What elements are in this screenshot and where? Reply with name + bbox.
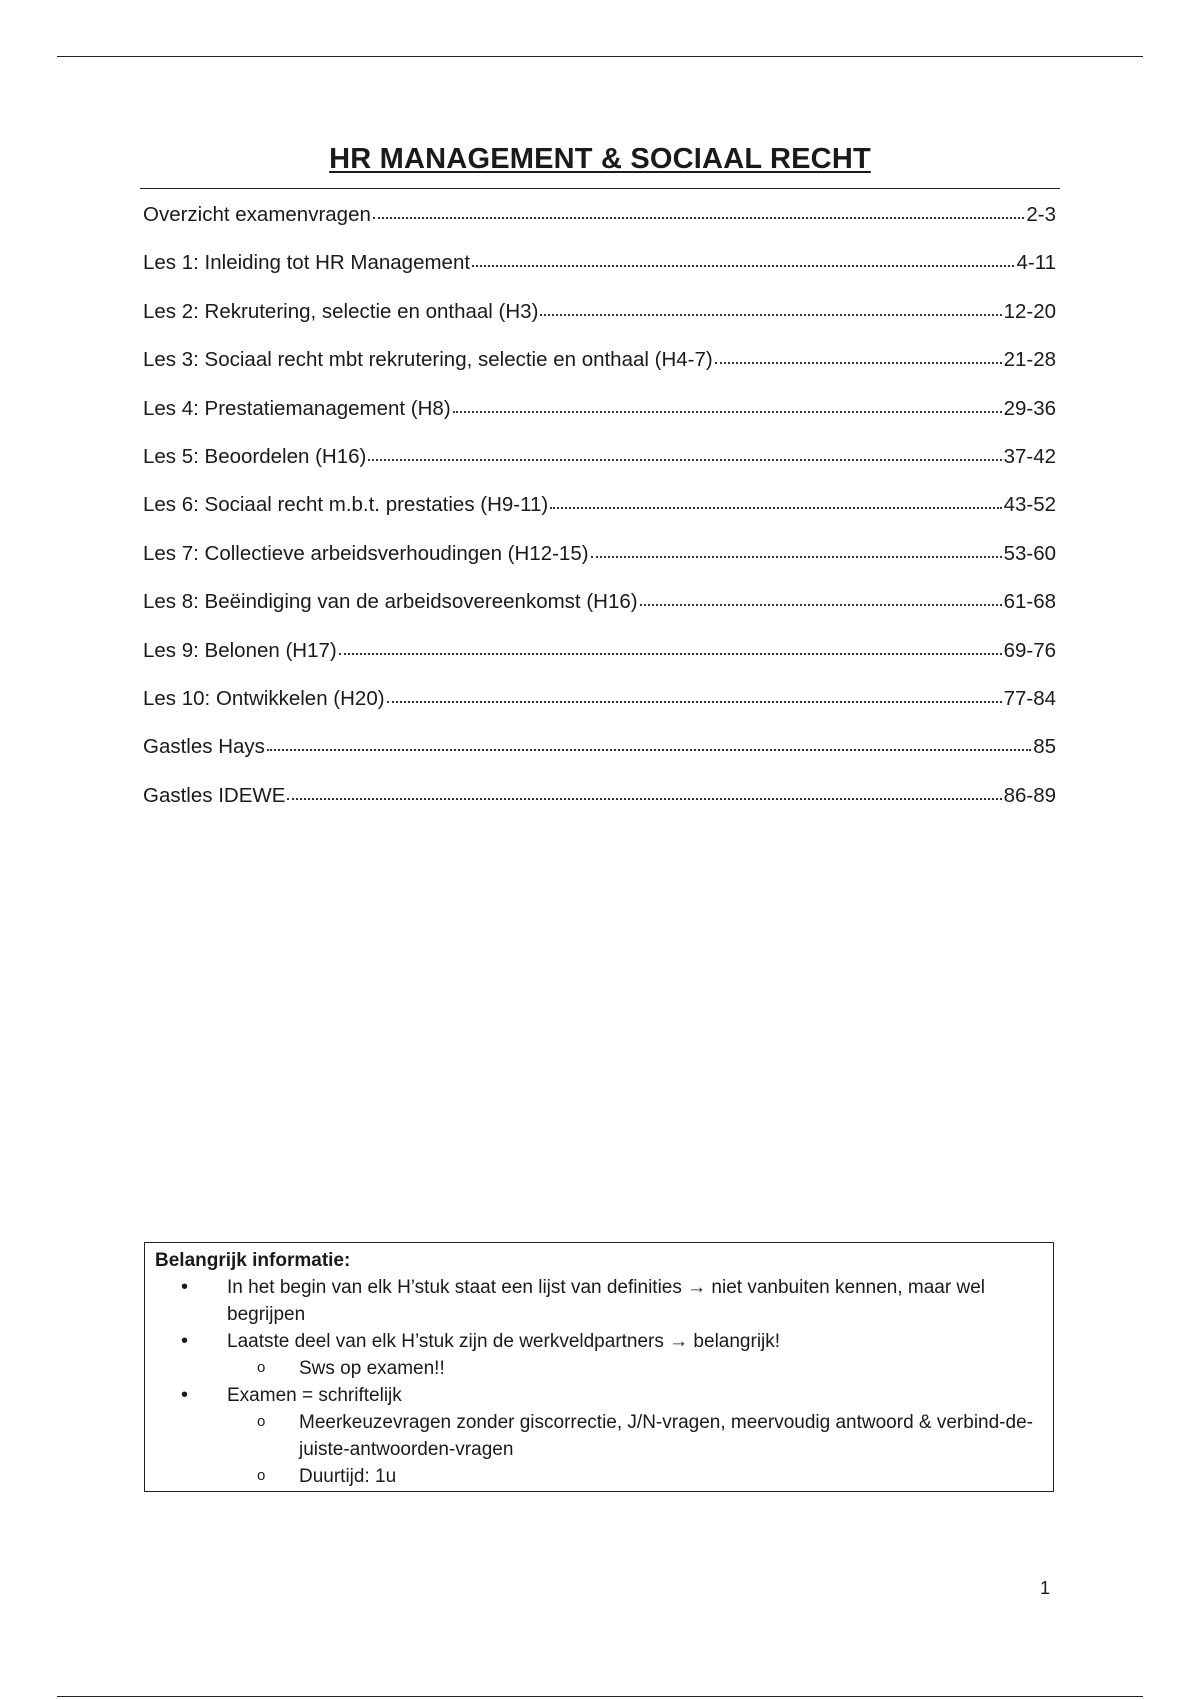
toc-entry[interactable] xyxy=(143,445,1056,493)
info-item xyxy=(217,1328,1043,1382)
toc-label: Les 4: Prestatiemanagement (H8) xyxy=(143,396,451,420)
toc-leader-dots xyxy=(287,798,1001,800)
toc-pages: 12-20 xyxy=(1003,299,1056,323)
toc-pages: 43-52 xyxy=(1003,493,1056,517)
toc-entry[interactable] xyxy=(143,784,1056,832)
info-subitem: o Sws op examen!! xyxy=(289,1355,1043,1382)
info-heading: Belangrijk informatie: xyxy=(155,1250,351,1271)
toc-pages: 85 xyxy=(1033,735,1056,759)
toc-label: Gastles IDEWE xyxy=(143,783,286,807)
toc-leader-dots xyxy=(540,314,1001,316)
toc-entry[interactable] xyxy=(143,300,1056,348)
toc-pages: 4-11 xyxy=(1016,251,1056,275)
toc-leader-dots xyxy=(368,459,1001,461)
toc-label: Les 9: Belonen (H17) xyxy=(143,638,337,662)
toc-label: Les 2: Rekrutering, selectie en onthaal (H3) xyxy=(143,299,539,323)
important-info-box xyxy=(144,1242,1054,1492)
toc-entry[interactable] xyxy=(143,397,1056,445)
toc-label: Gastles Hays xyxy=(143,735,265,759)
toc-leader-dots xyxy=(453,411,1002,413)
toc-pages: 69-76 xyxy=(1003,638,1056,662)
toc-label: Les 8: Beëindiging van de arbeidsovereenkomst (H16) xyxy=(143,590,638,614)
toc-label: Les 3: Sociaal recht mbt rekrutering, selectie en onthaal (H4-7) xyxy=(143,348,713,372)
toc-leader-dots xyxy=(550,507,1001,509)
footer-rule xyxy=(57,1696,1143,1697)
info-sublist xyxy=(227,1355,1043,1382)
toc-entry[interactable] xyxy=(143,203,1056,251)
toc-entry[interactable] xyxy=(143,639,1056,687)
toc-entry[interactable] xyxy=(143,687,1056,735)
toc-entry[interactable] xyxy=(143,590,1056,638)
toc-label: Les 1: Inleiding tot HR Management xyxy=(143,251,471,275)
toc-pages: 53-60 xyxy=(1003,541,1056,565)
toc-pages: 86-89 xyxy=(1003,783,1056,807)
toc-leader-dots xyxy=(715,362,1002,364)
toc-leader-dots xyxy=(339,653,1002,655)
document-title: HR MANAGEMENT & SOCIAAL RECHT xyxy=(329,143,871,175)
toc-label: Les 10: Ontwikkelen (H20) xyxy=(143,686,385,710)
toc-entry[interactable] xyxy=(143,348,1056,396)
toc-label: Overzicht examenvragen xyxy=(143,203,371,226)
toc-leader-dots xyxy=(267,749,1031,751)
toc-leader-dots xyxy=(373,217,1024,219)
toc-leader-dots xyxy=(591,556,1002,558)
toc-label: Les 5: Beoordelen (H16) xyxy=(143,444,367,468)
toc-pages: 77-84 xyxy=(1003,686,1056,710)
toc-entry[interactable] xyxy=(143,251,1056,299)
toc-pages: 29-36 xyxy=(1003,396,1056,420)
toc-leader-dots xyxy=(387,701,1002,703)
info-item-text: Laatste deel van elk H’stuk zijn de werkveldpartners → belangrijk! xyxy=(227,1331,781,1352)
info-list xyxy=(155,1274,1043,1490)
toc-label: Les 7: Collectieve arbeidsverhoudingen (H12-15) xyxy=(143,541,589,565)
info-subitem: o Meerkeuzevragen zonder giscorrectie, J/N-vragen, meervoudig antwoord & verbind-de-juiste-antwoorden-vragen xyxy=(289,1409,1043,1463)
info-subitem: o Duurtijd: 1u xyxy=(289,1463,1043,1490)
page-number: 1 xyxy=(1040,1578,1051,1598)
toc-pages: 2-3 xyxy=(1026,203,1056,226)
table-of-contents xyxy=(143,203,1056,832)
toc-pages: 37-42 xyxy=(1003,444,1056,468)
info-sublist xyxy=(227,1409,1043,1490)
toc-leader-dots xyxy=(472,265,1014,267)
info-item-text: Examen = schriftelijk xyxy=(227,1385,402,1406)
toc-leader-dots xyxy=(640,604,1002,606)
header-rule xyxy=(57,56,1143,57)
toc-entry[interactable] xyxy=(143,735,1056,783)
info-item: • In het begin van elk H’stuk staat een lijst van definities → niet vanbuiten kennen, maar wel begrijpen xyxy=(217,1274,1043,1328)
info-item xyxy=(217,1382,1043,1490)
toc-label: Les 6: Sociaal recht m.b.t. prestaties (H9-11) xyxy=(143,493,549,517)
toc-pages: 61-68 xyxy=(1003,590,1056,614)
toc-pages: 21-28 xyxy=(1003,348,1056,372)
toc-entry[interactable] xyxy=(143,493,1056,541)
toc-entry[interactable] xyxy=(143,542,1056,590)
title-divider xyxy=(140,188,1060,189)
